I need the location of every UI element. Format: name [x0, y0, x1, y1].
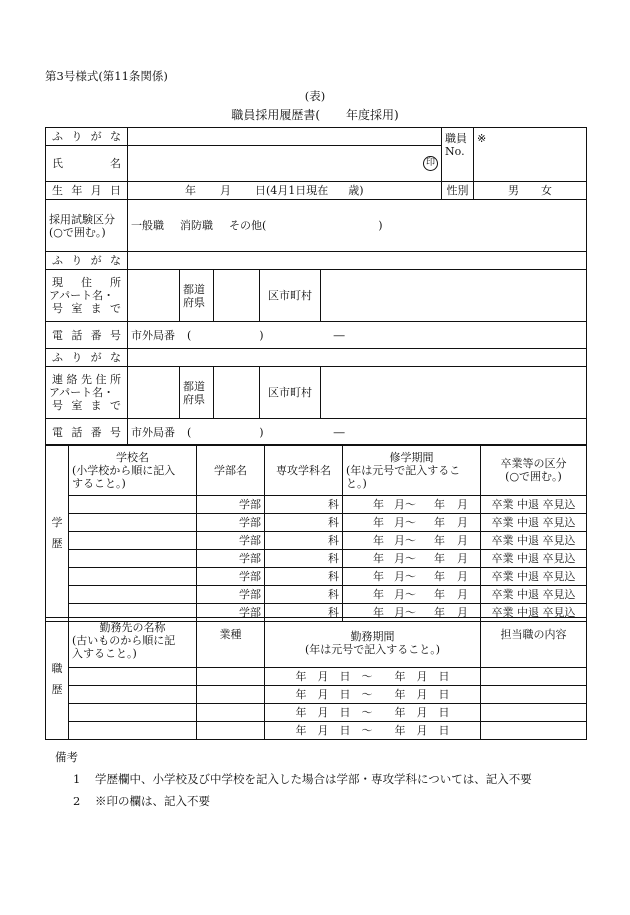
industry-cell[interactable]: [197, 668, 265, 686]
contact-prefecture-label: 都道 府県: [180, 367, 214, 419]
duties-cell[interactable]: [481, 668, 587, 686]
graduation-status-cell[interactable]: 卒業 中退 卒見込: [481, 568, 587, 586]
faculty-cell[interactable]: 学部: [197, 604, 265, 622]
graduation-status-cell[interactable]: 卒業 中退 卒見込: [481, 550, 587, 568]
staff-no-label: 職員 No.: [442, 128, 474, 182]
major-cell[interactable]: 科: [265, 532, 343, 550]
graduation-status-cell[interactable]: 卒業 中退 卒見込: [481, 604, 587, 622]
name-label: 氏名: [46, 146, 128, 182]
graduation-status-cell[interactable]: 卒業 中退 卒見込: [481, 586, 587, 604]
contact-furigana-label: ふりがな: [46, 349, 128, 367]
employer-cell[interactable]: [69, 668, 197, 686]
school-name-cell[interactable]: [69, 568, 197, 586]
major-cell[interactable]: 科: [265, 514, 343, 532]
personal-info-table: [45, 127, 587, 446]
study-period-cell[interactable]: 年 月～ 年 月: [343, 514, 481, 532]
study-period-cell[interactable]: 年 月～ 年 月: [343, 586, 481, 604]
graduation-status-cell[interactable]: 卒業 中退 卒見込: [481, 532, 587, 550]
major-cell[interactable]: 科: [265, 586, 343, 604]
school-name-cell[interactable]: [69, 550, 197, 568]
employer-cell[interactable]: [69, 704, 197, 722]
side-label: (表): [304, 89, 326, 103]
duties-cell[interactable]: [481, 704, 587, 722]
birthdate-label: 生年月日: [46, 182, 128, 200]
school-name-cell[interactable]: [69, 586, 197, 604]
contact-prefecture-field[interactable]: [128, 367, 180, 419]
education-side-label: 学 歴: [46, 445, 69, 622]
exam-other[interactable]: その他(: [229, 219, 267, 232]
study-period-cell[interactable]: 年 月～ 年 月: [343, 604, 481, 622]
city-label: 区市町村: [260, 270, 321, 322]
notes-section: [55, 746, 532, 812]
school-name-header: 学校名 (小学校から順に記入 すること。): [69, 445, 197, 496]
seal-icon: 印: [423, 156, 438, 171]
major-cell[interactable]: 科: [265, 568, 343, 586]
address-prefecture-field[interactable]: [128, 270, 180, 322]
title-part-a: 職員採用履歴書(: [231, 108, 320, 122]
major-cell[interactable]: 科: [265, 604, 343, 622]
school-name-cell[interactable]: [69, 496, 197, 514]
study-period-cell[interactable]: 年 月～ 年 月: [343, 550, 481, 568]
employer-cell[interactable]: [69, 722, 197, 740]
furigana-field[interactable]: [128, 128, 442, 146]
faculty-cell[interactable]: 学部: [197, 514, 265, 532]
contact-city-field[interactable]: [214, 367, 260, 419]
work-period-cell[interactable]: 年 月 日 ～ 年 月 日: [265, 668, 481, 686]
title-part-b: 年度採用): [346, 108, 399, 122]
notes-heading: 備考: [55, 750, 78, 764]
contact-phone-field[interactable]: 市外局番 ( ) ―: [128, 419, 587, 446]
contact-phone-label: 電話番号: [46, 419, 128, 446]
major-header: 専攻学科名: [265, 445, 343, 496]
sex-label: 性別: [442, 182, 474, 200]
industry-cell[interactable]: [197, 686, 265, 704]
duties-header: 担当職の内容: [481, 618, 587, 668]
work-period-cell[interactable]: 年 月 日 ～ 年 月 日: [265, 722, 481, 740]
exam-category-label: 採用試験区分 (○で囲む。): [46, 200, 128, 252]
phone-label: 電話番号: [46, 322, 128, 349]
work-period-header: 勤務期間 (年は元号で記入すること。): [265, 618, 481, 668]
address-street-field[interactable]: [321, 270, 587, 322]
note-item: 2 ※印の欄は、記入不要: [73, 794, 210, 808]
address-label: 現住所 アパート名・ 号室まで: [46, 270, 128, 322]
work-period-cell[interactable]: 年 月 日 ～ 年 月 日: [265, 704, 481, 722]
industry-header: 業種: [197, 618, 265, 668]
contact-address-label: 連絡先住所 アパート名・ 号室まで: [46, 367, 128, 419]
prefecture-label: 都道 府県: [180, 270, 214, 322]
contact-furigana-field[interactable]: [128, 349, 587, 367]
duties-cell[interactable]: [481, 722, 587, 740]
school-name-cell[interactable]: [69, 514, 197, 532]
faculty-cell[interactable]: 学部: [197, 532, 265, 550]
graduation-status-cell[interactable]: 卒業 中退 卒見込: [481, 514, 587, 532]
industry-cell[interactable]: [197, 722, 265, 740]
school-name-cell[interactable]: [69, 532, 197, 550]
education-table: [45, 444, 587, 622]
exam-general[interactable]: 一般職: [131, 219, 164, 232]
exam-fire[interactable]: 消防職: [180, 219, 213, 232]
study-period-header: 修学期間 (年は元号で記入するこ と。): [343, 445, 481, 496]
faculty-cell[interactable]: 学部: [197, 586, 265, 604]
staff-no-field: ※: [474, 128, 587, 182]
note-item: 1 学歴欄中、小学校及び中学校を記入した場合は学部・専攻学科については、記入不要: [73, 772, 532, 786]
address-city-field[interactable]: [214, 270, 260, 322]
sex-field[interactable]: [474, 182, 587, 200]
career-table: [45, 617, 587, 740]
industry-cell[interactable]: [197, 704, 265, 722]
sex-male[interactable]: 男: [508, 184, 520, 197]
study-period-cell[interactable]: 年 月～ 年 月: [343, 532, 481, 550]
work-period-cell[interactable]: 年 月 日 ～ 年 月 日: [265, 686, 481, 704]
birthdate-field[interactable]: 年 月 日(4月1日現在 歳): [128, 182, 442, 200]
study-period-cell[interactable]: 年 月～ 年 月: [343, 568, 481, 586]
furigana-label: ふりがな: [46, 128, 128, 146]
faculty-header: 学部名: [197, 445, 265, 496]
contact-street-field[interactable]: [321, 367, 587, 419]
address-furigana-label: ふりがな: [46, 252, 128, 270]
document-title: [0, 106, 630, 123]
graduation-status-header: 卒業等の区分 (○で囲む。): [481, 445, 587, 496]
major-cell[interactable]: 科: [265, 550, 343, 568]
phone-field[interactable]: 市外局番 ( ) ―: [128, 322, 587, 349]
faculty-cell[interactable]: 学部: [197, 568, 265, 586]
major-cell[interactable]: 科: [265, 496, 343, 514]
form-number: 第3号様式(第11条関係): [45, 69, 168, 83]
address-furigana-field[interactable]: [128, 252, 587, 270]
graduation-status-cell[interactable]: 卒業 中退 卒見込: [481, 496, 587, 514]
name-field[interactable]: [128, 146, 442, 182]
contact-city-label: 区市町村: [260, 367, 321, 419]
duties-cell[interactable]: [481, 686, 587, 704]
exam-category-field[interactable]: 一般職 消防職 その他( ): [128, 200, 587, 252]
sex-female[interactable]: 女: [541, 184, 553, 197]
faculty-cell[interactable]: 学部: [197, 550, 265, 568]
employer-header: 勤務先の名称 (古いものから順に記 入すること。): [69, 618, 197, 668]
study-period-cell[interactable]: 年 月～ 年 月: [343, 496, 481, 514]
career-side-label: 職 歴: [46, 618, 69, 740]
employer-cell[interactable]: [69, 686, 197, 704]
faculty-cell[interactable]: 学部: [197, 496, 265, 514]
